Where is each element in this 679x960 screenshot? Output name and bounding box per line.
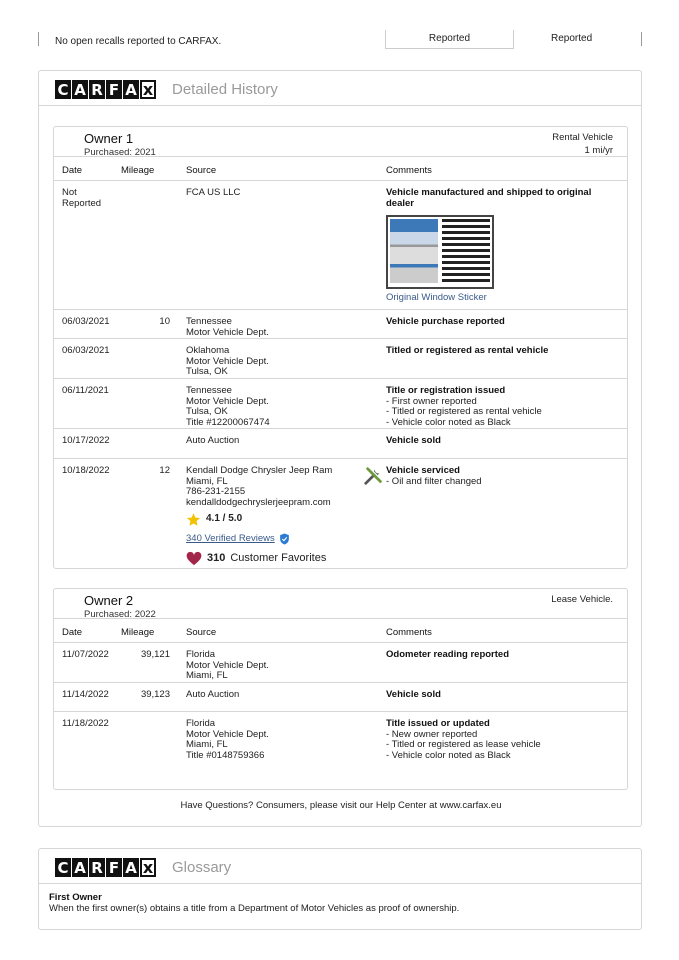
history-row [54, 459, 627, 563]
history-row [54, 310, 627, 339]
owner-1-card [53, 126, 628, 569]
col-source: Source [186, 165, 217, 176]
col-mileage: Mileage [121, 627, 155, 638]
row-source: Kendall Dodge Chrysler Jeep Ram Miami, FL 786-231-2155 kendalldodgechryslerjeepram.com 4.1 / 5.0 340 Verified Reviews 310 Customer Favorites [186, 466, 376, 566]
heart-icon [186, 551, 202, 566]
recall-strip [38, 30, 642, 52]
row-comments: Vehicle serviced - Oil and filter changed [386, 465, 482, 487]
row-date: 06/03/2021 [62, 316, 110, 327]
owner-purchased: Purchased: 2021 [84, 147, 156, 158]
row-date: 11/18/2022 [62, 718, 109, 729]
carfax-logo: C A R F A x [55, 80, 157, 100]
col-source: Source [186, 627, 217, 638]
panel-title: Glossary [172, 859, 232, 876]
row-source: Oklahoma Motor Vehicle Dept. Tulsa, OK [186, 345, 269, 377]
row-date: 11/07/2022 [62, 649, 109, 660]
history-row [54, 712, 627, 788]
history-row [54, 429, 627, 459]
window-sticker-link[interactable]: Original Window Sticker [386, 292, 487, 303]
row-comments: Title issued or updated - New owner reported - Titled or registered as lease vehicle - Vehicle color noted as Black [386, 718, 541, 761]
panel-header [39, 849, 641, 884]
row-comments: Title or registration issued - First owner reported - Titled or registered as rental vehicle - Vehicle color noted as Black [386, 385, 542, 428]
window-sticker-thumbnail[interactable] [386, 215, 494, 289]
history-row [54, 379, 627, 429]
customer-favorites: 310 Customer Favorites [186, 551, 376, 566]
row-source: Florida Motor Vehicle Dept. Miami, FL [186, 649, 269, 681]
row-source: Florida Motor Vehicle Dept. Miami, FL Title #0148759366 [186, 718, 269, 761]
panel-title: Detailed History [172, 81, 278, 98]
verified-reviews-link[interactable]: 340 Verified Reviews [186, 533, 376, 545]
glossary-panel [38, 848, 642, 930]
row-source: Auto Auction [186, 689, 240, 700]
history-row [54, 339, 627, 379]
col-comments: Comments [386, 165, 432, 176]
row-comments: Titled or registered as rental vehicle [386, 345, 549, 356]
row-comments: Odometer reading reported [386, 649, 509, 660]
history-row [54, 181, 627, 310]
history-row [54, 643, 627, 683]
rating: 4.1 / 5.0 [186, 512, 376, 527]
col-mileage: Mileage [121, 165, 155, 176]
owner-name: Owner 2 [84, 593, 134, 608]
detailed-history-panel [38, 70, 642, 827]
history-row [54, 683, 627, 712]
row-source: FCA US LLC [186, 187, 241, 198]
row-source: Tennessee Motor Vehicle Dept. [186, 316, 269, 338]
owner-header [54, 127, 627, 157]
row-comments: Vehicle sold [386, 435, 441, 446]
row-date: 10/18/2022 [62, 465, 110, 476]
owner-name: Owner 1 [84, 131, 134, 146]
owner-purchased: Purchased: 2022 [84, 609, 156, 620]
recall-status-text: No open recalls reported to CARFAX. [55, 36, 222, 47]
glossary-entry [39, 884, 641, 922]
column-header-row [54, 157, 627, 181]
col-comments: Comments [386, 627, 432, 638]
row-mileage: 10 [159, 316, 170, 327]
owner-vehicle-type: Rental Vehicle 1 mi/yr [552, 132, 613, 156]
divider [641, 32, 642, 46]
panel-header [39, 71, 641, 106]
recall-col-1: Reported [385, 30, 514, 49]
wrench-screwdriver-icon [363, 465, 385, 487]
verified-check-icon [279, 533, 290, 545]
row-date: 06/03/2021 [62, 345, 110, 356]
col-date: Date [62, 165, 83, 176]
row-source: Auto Auction [186, 435, 240, 446]
glossary-term: First Owner [49, 892, 102, 903]
row-date: 06/11/2021 [62, 385, 109, 396]
row-source: Tennessee Motor Vehicle Dept. Tulsa, OK Title #12200067474 [186, 385, 270, 428]
help-center-text: Have Questions? Consumers, please visit our Help Center at www.carfax.eu [180, 800, 502, 811]
row-date: 11/14/2022 [62, 689, 109, 700]
row-comments: Vehicle manufactured and shipped to original dealer Original Window Sticker [386, 188, 616, 304]
row-comments: Vehicle sold [386, 689, 441, 700]
star-icon [186, 512, 201, 527]
owner-2-card [53, 588, 628, 790]
glossary-definition: When the first owner(s) obtains a title from a Department of Motor Vehicles as proof of ownership. [49, 903, 460, 914]
owner-header [54, 589, 627, 619]
row-comments: Vehicle purchase reported [386, 316, 505, 327]
col-date: Date [62, 627, 83, 638]
row-mileage: 39,121 [140, 649, 170, 660]
row-mileage: 12 [159, 465, 170, 476]
column-header-row [54, 619, 627, 643]
row-date: 10/17/2022 [62, 435, 110, 446]
row-date: Not Reported [62, 187, 102, 209]
row-mileage: 39,123 [140, 689, 170, 700]
owner-vehicle-type: Lease Vehicle. [551, 594, 613, 605]
recall-col-2: Reported [551, 33, 593, 44]
divider [38, 32, 39, 46]
carfax-logo: C A R F A x [55, 858, 157, 878]
